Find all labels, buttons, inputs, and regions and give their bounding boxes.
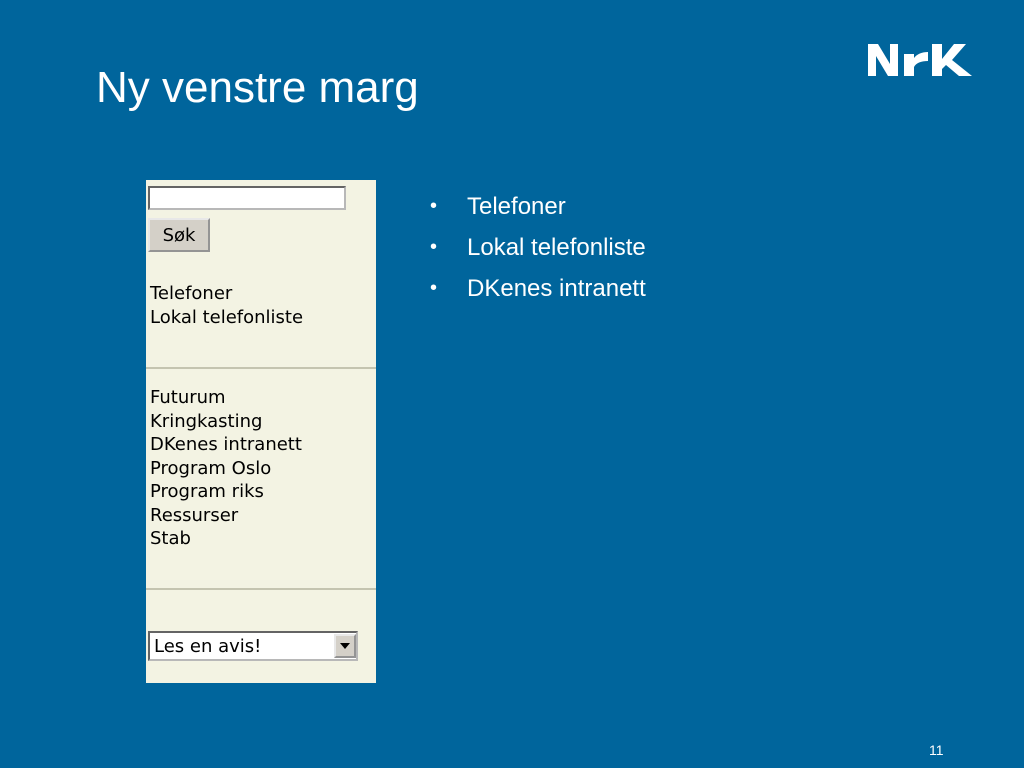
link-kringkasting[interactable]: Kringkasting xyxy=(150,410,263,432)
link-program-riks[interactable]: Program riks xyxy=(150,481,264,502)
bullet-item xyxy=(430,227,646,268)
bullet-marker: • xyxy=(430,277,438,299)
link-lokal-telefonliste[interactable]: Lokal telefonliste xyxy=(150,306,304,328)
nrk-logo-icon xyxy=(866,40,974,80)
link-futurum[interactable]: Futurum xyxy=(150,387,226,408)
bullet-list xyxy=(430,186,646,309)
search-input[interactable] xyxy=(148,186,346,210)
divider xyxy=(146,367,376,369)
bullet-text: DKenes intranett xyxy=(467,275,646,302)
bullet-item xyxy=(430,186,646,227)
search-button[interactable]: Søk xyxy=(148,218,210,252)
bullet-text: Telefoner xyxy=(467,193,566,220)
dropdown-arrow-icon[interactable] xyxy=(334,634,356,658)
bullet-marker: • xyxy=(430,195,438,217)
newspaper-select[interactable] xyxy=(148,631,358,661)
link-dkenes-intranett[interactable]: DKenes intranett xyxy=(150,434,302,455)
slide-title: Ny venstre marg xyxy=(96,63,419,112)
link-program-oslo[interactable]: Program Oslo xyxy=(150,457,272,479)
link-ressurser[interactable]: Ressurser xyxy=(150,504,239,526)
top-link-list xyxy=(150,282,303,329)
divider xyxy=(146,588,376,590)
bullet-marker: • xyxy=(430,236,438,258)
link-stab[interactable]: Stab xyxy=(150,528,191,549)
newspaper-select-value: Les en avis! xyxy=(154,635,262,657)
page-number: 11 xyxy=(929,742,944,758)
link-telefoner[interactable]: Telefoner xyxy=(150,283,233,304)
main-link-list xyxy=(150,386,302,551)
bullet-item xyxy=(430,268,646,309)
left-margin-sidebar xyxy=(146,180,376,683)
bullet-text: Lokal telefonliste xyxy=(467,234,646,261)
